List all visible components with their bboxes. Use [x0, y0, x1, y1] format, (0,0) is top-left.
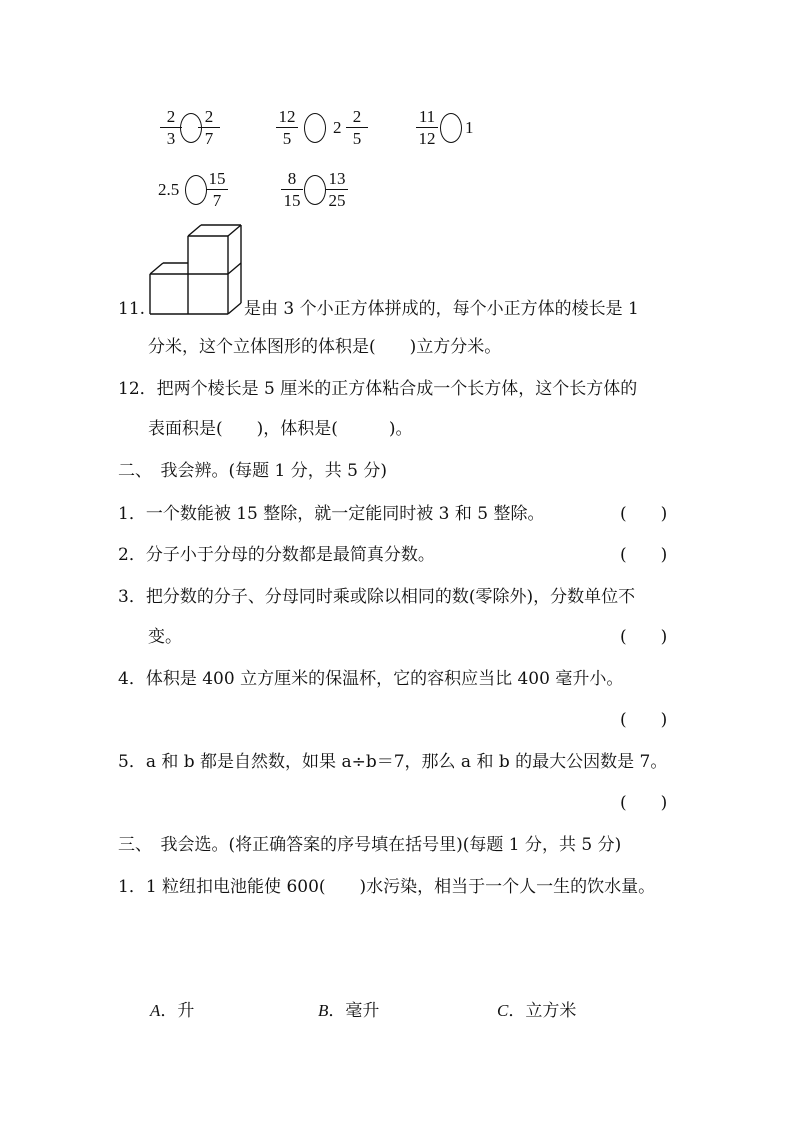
- judge-item-3: 3．把分数的分子、分母同时乘或除以相同的数(零除外)，分数单位不: [118, 587, 636, 607]
- judge-item-3-cont: 变。: [148, 627, 182, 647]
- denominator: 5: [352, 129, 362, 148]
- section-3-title: 三、 我会选。(将正确答案的序号填在括号里)(每题 1 分，共 5 分): [118, 835, 622, 855]
- option-text: 毫升: [345, 1001, 380, 1021]
- option-text: 升: [177, 1001, 195, 1021]
- answer-oval[interactable]: [304, 113, 326, 143]
- answer-oval[interactable]: [440, 113, 462, 143]
- question-11-line1: 是由 3 个小正方体拼成的，每个小正方体的棱长是 1: [244, 299, 639, 319]
- cube-figure: [148, 222, 248, 322]
- numerator: 11: [416, 108, 438, 128]
- answer-parentheses[interactable]: ( ): [620, 504, 668, 524]
- fraction: [346, 108, 368, 148]
- fraction: [281, 170, 303, 210]
- fraction: [160, 108, 182, 148]
- option-a[interactable]: A．升: [150, 1001, 195, 1021]
- answer-parentheses[interactable]: ( ): [620, 710, 668, 730]
- judge-item-4: 4．体积是 400 立方厘米的保温杯，它的容积应当比 400 毫升小。: [118, 669, 624, 689]
- fraction: [276, 108, 298, 148]
- denominator: 12: [418, 129, 436, 148]
- denominator: 5: [282, 129, 292, 148]
- numerator: 12: [276, 108, 298, 128]
- choice-question-1: 1．1 粒纽扣电池能使 600( )水污染，相当于一个人一生的饮水量。: [118, 877, 656, 897]
- denominator: 7: [204, 129, 214, 148]
- numerator: 2: [346, 108, 368, 128]
- section-2-title: 二、 我会辨。(每题 1 分，共 5 分): [118, 461, 388, 481]
- numerator: 15: [206, 170, 228, 190]
- question-12-line1: 12．把两个棱长是 5 厘米的正方体粘合成一个长方体，这个长方体的: [118, 379, 638, 399]
- judge-item-5: 5．a 和 b 都是自然数，如果 a÷b＝7，那么 a 和 b 的最大公因数是 7。: [118, 752, 668, 772]
- number: 1: [465, 118, 474, 137]
- numerator: 8: [281, 170, 303, 190]
- answer-parentheses[interactable]: ( ): [620, 627, 668, 647]
- numerator: 2: [198, 108, 220, 128]
- answer-parentheses[interactable]: ( ): [620, 545, 668, 565]
- numerator: 13: [326, 170, 348, 190]
- denominator: 7: [212, 191, 222, 210]
- option-text: 立方米: [525, 1001, 577, 1021]
- numerator: 2: [160, 108, 182, 128]
- denominator: 15: [283, 191, 301, 210]
- fraction: [416, 108, 438, 148]
- judge-item-1: 1．一个数能被 15 整除，就一定能同时被 3 和 5 整除。: [118, 504, 545, 524]
- option-c[interactable]: C．立方米: [497, 1001, 577, 1021]
- mixed-whole: 2: [333, 118, 342, 137]
- denominator: 3: [166, 129, 176, 148]
- answer-oval[interactable]: [185, 175, 207, 205]
- option-letter: A: [150, 1001, 161, 1020]
- question-11-number: 11.: [118, 299, 146, 319]
- fraction: [326, 170, 348, 210]
- fraction: [206, 170, 228, 210]
- option-b[interactable]: B．毫升: [318, 1001, 380, 1021]
- question-12-line2: 表面积是( )，体积是( )。: [148, 419, 413, 439]
- fraction: [198, 108, 220, 148]
- option-letter: C: [497, 1001, 509, 1020]
- option-letter: B: [318, 1001, 329, 1020]
- judge-item-2: 2．分子小于分母的分数都是最简真分数。: [118, 545, 435, 565]
- answer-parentheses[interactable]: ( ): [620, 793, 668, 813]
- number: 2.5: [158, 180, 180, 199]
- denominator: 25: [328, 191, 346, 210]
- question-11-line2: 分米，这个立体图形的体积是( )立方分米。: [148, 337, 502, 357]
- answer-oval[interactable]: [304, 175, 326, 205]
